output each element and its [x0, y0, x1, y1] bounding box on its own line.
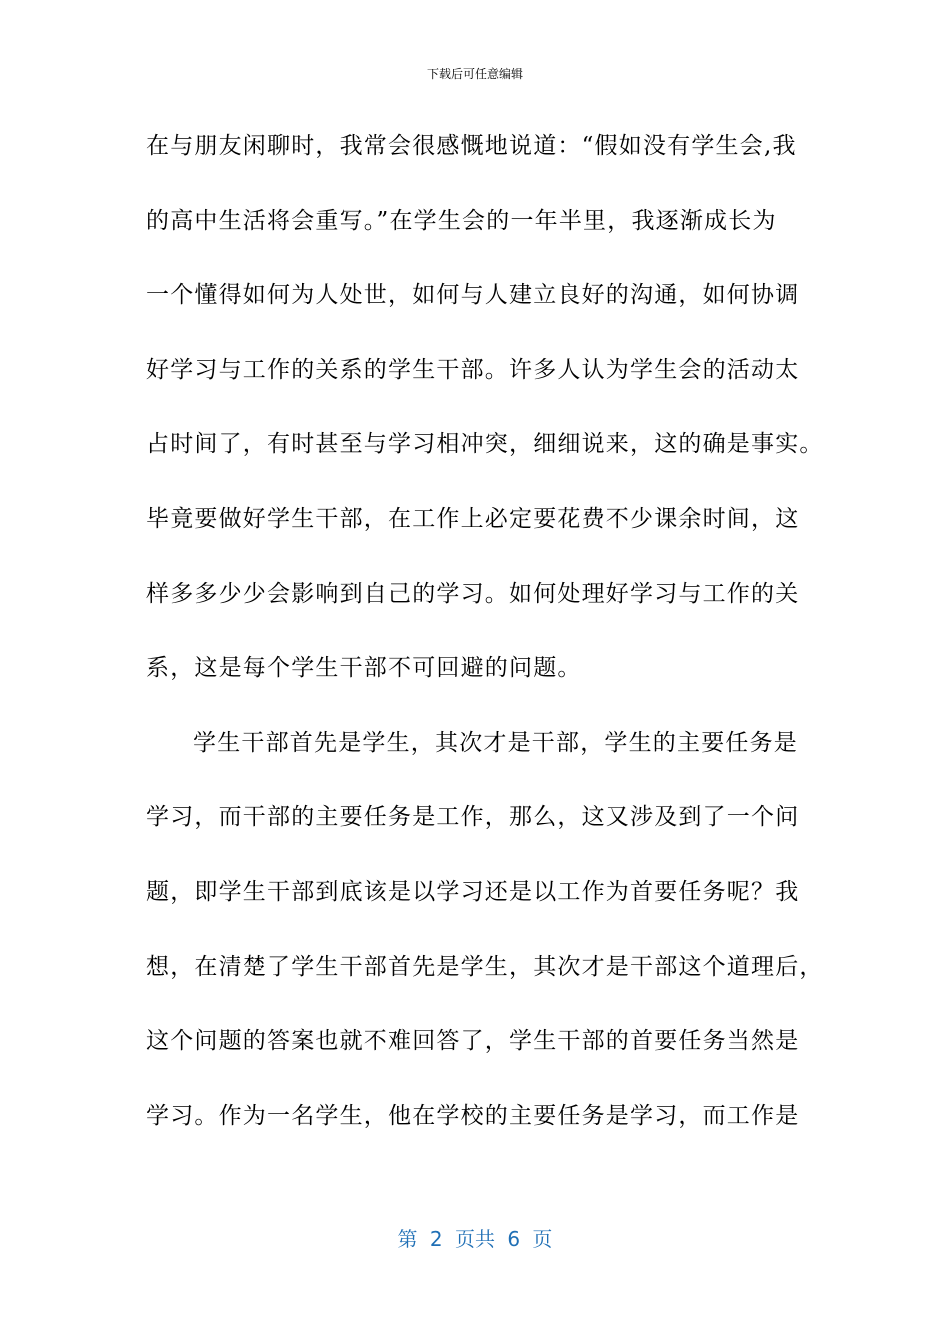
- body-line: 样多多少少会影响到自己的学习。如何处理好学习与工作的关: [146, 580, 800, 607]
- body-line: 这个问题的答案也就不难回答了，学生干部的首要任务当然是: [146, 1028, 800, 1055]
- document-body: [146, 128, 846, 1172]
- body-line: 学习，而干部的主要任务是工作，那么，这又涉及到了一个问: [146, 804, 800, 831]
- page-header: 下载后可任意编辑: [426, 67, 523, 81]
- body-line: 想，在清楚了学生干部首先是学生，其次才是干部这个道理后，: [146, 953, 824, 980]
- body-line: 的高中生活将会重写。”在学生会的一年半里，我逐渐成长为: [146, 207, 777, 234]
- body-line: 题，即学生干部到底该是以学习还是以工作为首要任务呢？我: [146, 878, 800, 905]
- page-footer: [0, 1226, 950, 1252]
- body-line: 一个懂得如何为人处世，如何与人建立良好的沟通，如何协调: [146, 282, 800, 309]
- body-line: 占时间了，有时甚至与学习相冲突，细细说来，这的确是事实。: [146, 431, 824, 458]
- body-line: 系，这是每个学生干部不可回避的问题。: [146, 655, 582, 682]
- body-line: 毕竟要做好学生干部，在工作上必定要花费不少课余时间，这: [146, 505, 800, 532]
- paragraph-start-line: 学生干部首先是学生，其次才是干部，学生的主要任务是: [193, 729, 798, 756]
- body-line: 好学习与工作的关系的学生干部。许多人认为学生会的活动太: [146, 356, 800, 383]
- body-line: 学习。作为一名学生，他在学校的主要任务是学习，而工作是: [146, 1102, 800, 1129]
- body-line: 在与朋友闲聊时，我常会很感慨地说道：“假如没有学生会,我: [146, 133, 797, 159]
- page-number: 第 2 页共 6 页: [397, 1227, 553, 1251]
